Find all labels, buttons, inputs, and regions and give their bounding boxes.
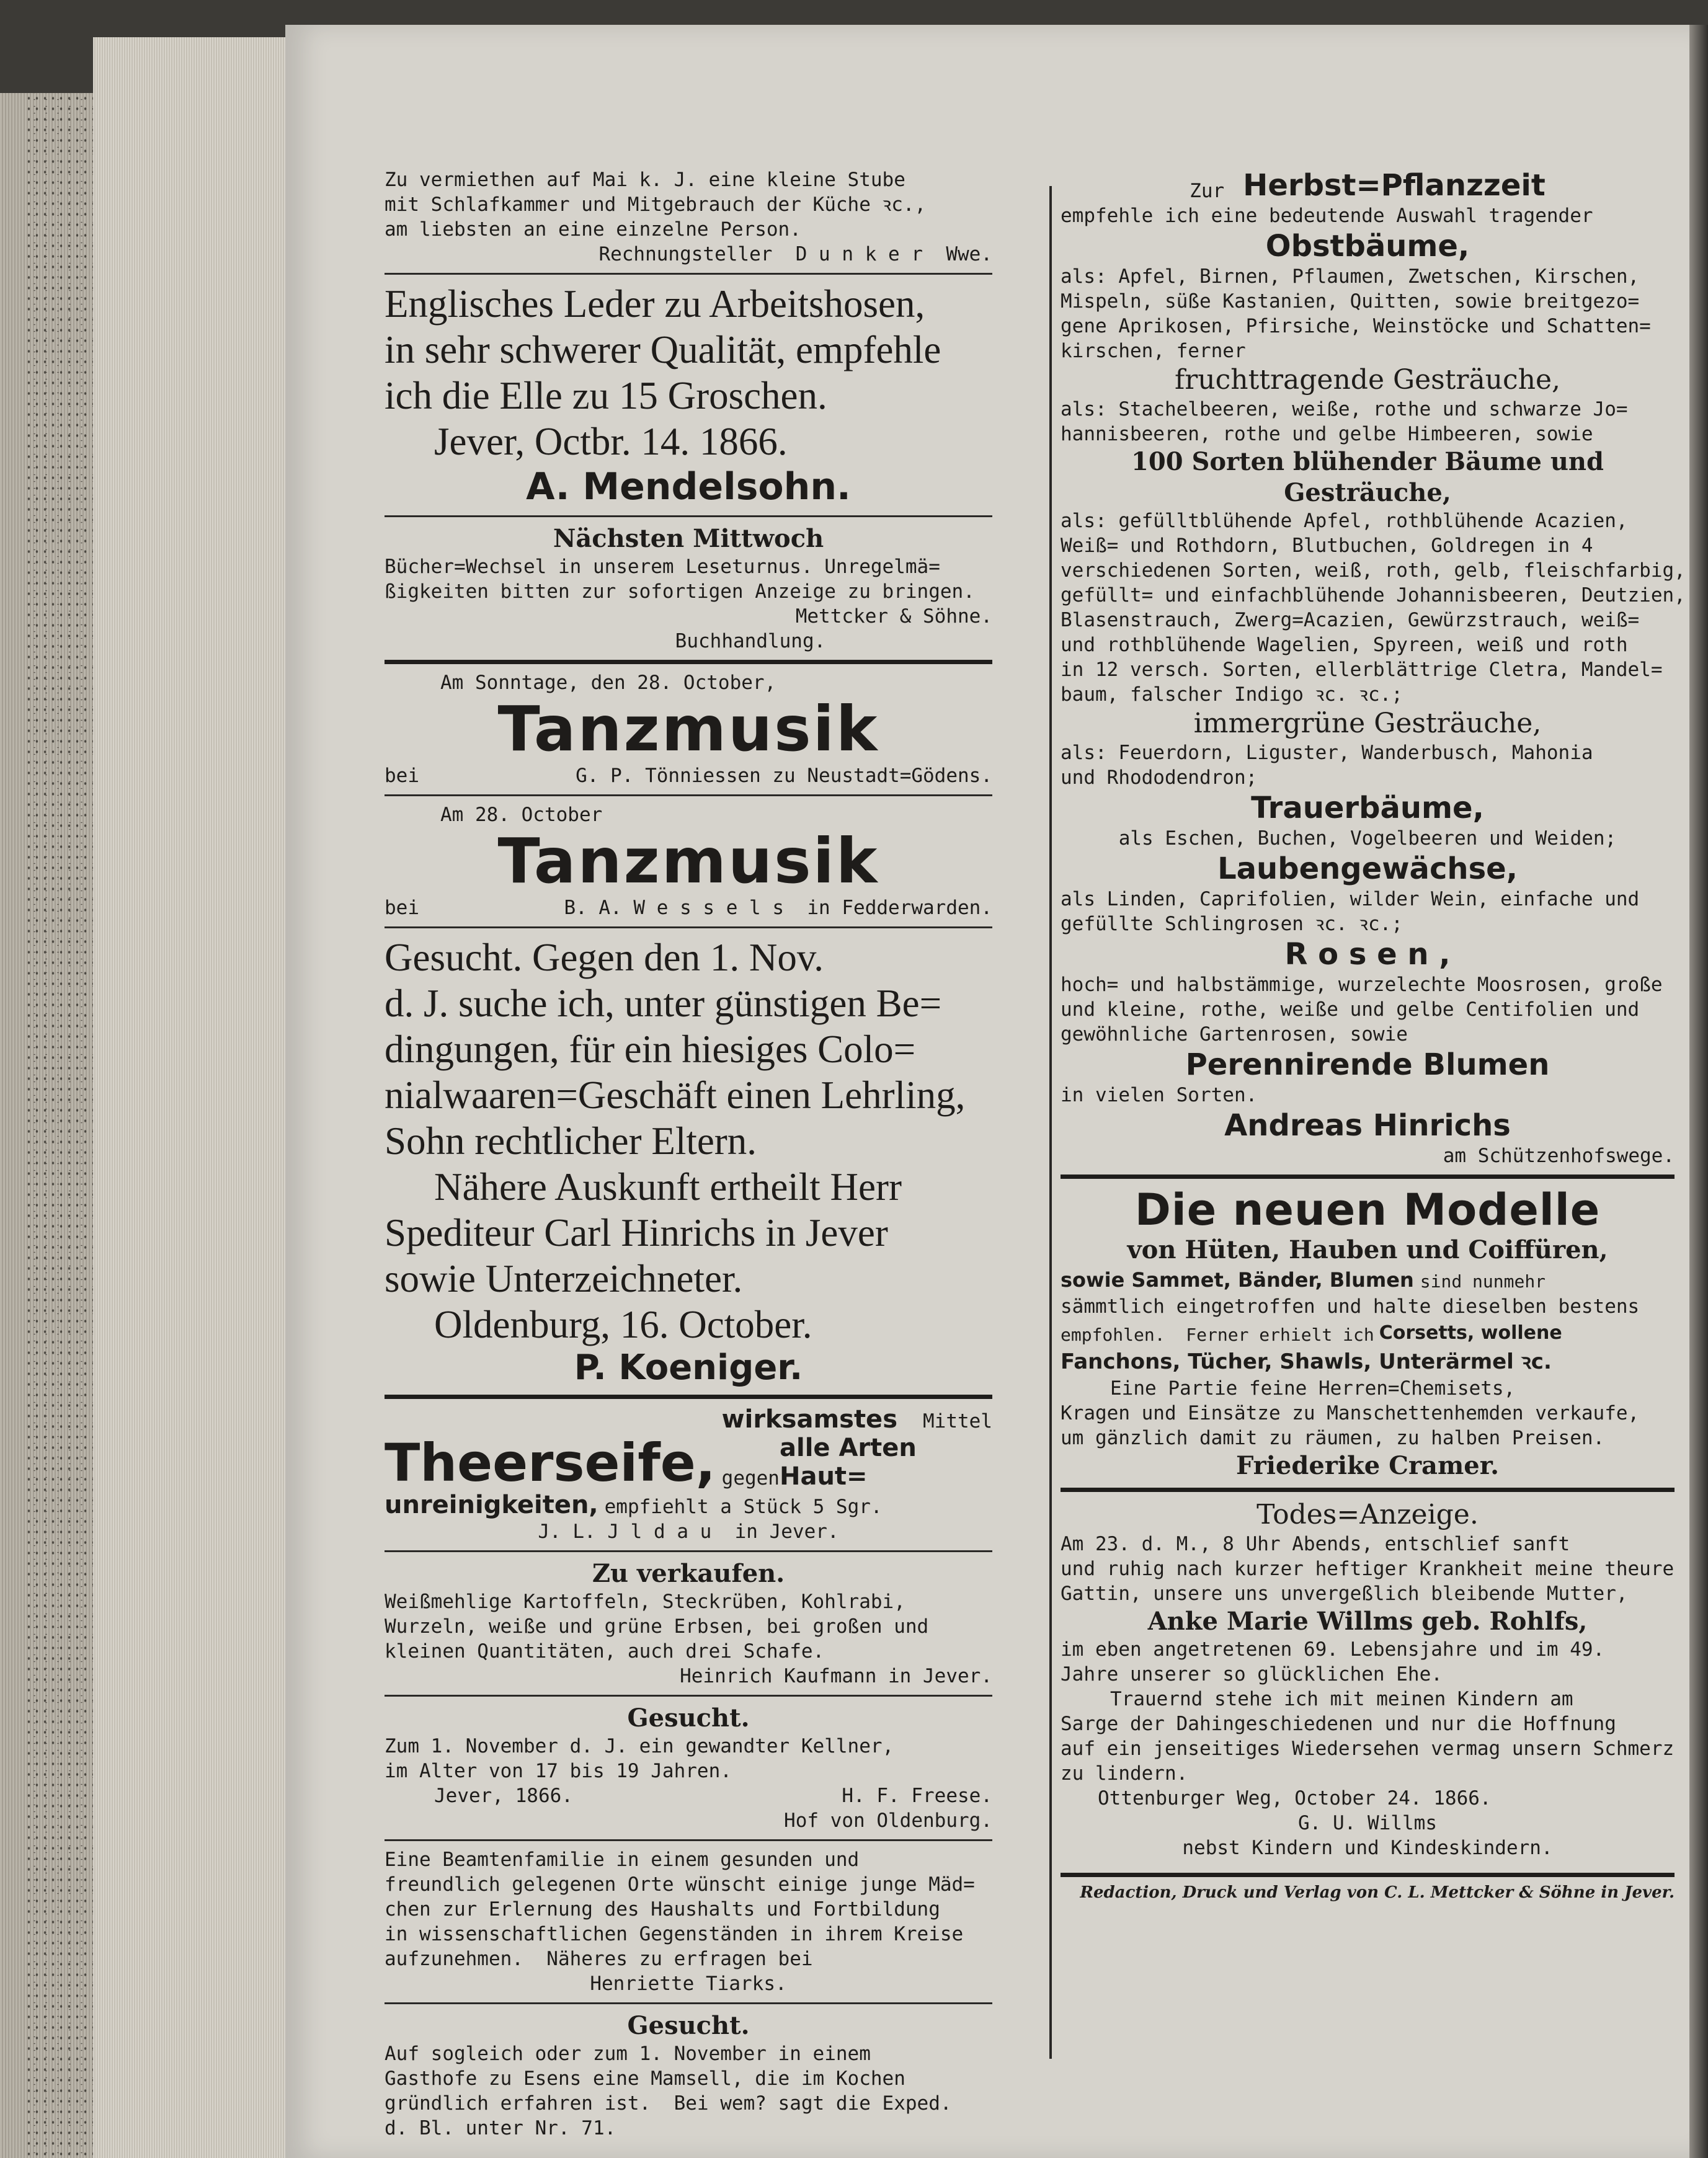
ad-date: Jever, Octbr. 14. 1866.	[434, 420, 788, 463]
ad-line: ßigkeiten bitten zur sofortigen Anzeige zu bringen.	[385, 580, 975, 603]
ad-date: Am 28. October	[440, 804, 603, 826]
ad-separator	[385, 2002, 992, 2004]
ad-line: gewöhnliche Gartenrosen, sowie	[1061, 1023, 1408, 1046]
ad-separator	[385, 794, 992, 796]
right-column	[1061, 167, 1686, 2053]
ad-line: ich die Elle zu 15 Groschen.	[385, 374, 827, 417]
ad-host: B. A. W e s s e l s in Fedderwarden.	[564, 897, 992, 919]
ad-apprentice-wanted	[385, 935, 992, 1388]
ad-line: als: gefülltblühende Apfel, rothblühende Acazien,	[1061, 510, 1628, 532]
ad-line: aufzunehmen. Näheres zu erfragen bei	[385, 1948, 813, 1970]
ad-heading: Zu verkaufen.	[592, 1559, 785, 1588]
ad-line: sämmtlich eingetroffen und halte dieselben bestens	[1061, 1295, 1640, 1318]
ad-dance-music-goedens	[385, 670, 992, 788]
ad-line: Am 23. d. M., 8 Uhr Abends, entschlief sanft	[1061, 1533, 1570, 1555]
ad-category: immergrüne Gesträuche,	[1193, 708, 1542, 739]
speckled-page-edges	[25, 93, 93, 2158]
ad-line: dingungen, für ein hiesiges Colo=	[385, 1028, 916, 1071]
ad-line: Englisches Leder zu Arbeitshosen,	[385, 282, 925, 326]
ad-bei: bei	[385, 897, 419, 919]
ad-place: Jever, 1866.	[434, 1785, 573, 1807]
ad-line: gefüllt= und einfachblühende Johannisbeeren, Deutzien,	[1061, 584, 1686, 606]
footer-rule	[1061, 1873, 1675, 1877]
ad-signature-sub: Hof von Oldenburg.	[784, 1809, 992, 1832]
ad-line: empfehle ich eine bedeutende Auswahl tragender	[1061, 205, 1593, 227]
column-divider	[1049, 186, 1052, 2059]
ad-line: und rothblühende Wagelien, Spyreen, weiß und roth	[1061, 634, 1628, 656]
ad-heading: Nächsten Mittwoch	[553, 524, 824, 553]
ad-tagline: gegen	[721, 1467, 780, 1490]
ad-separator	[385, 1695, 992, 1697]
ad-line: Wurzeln, weiße und grüne Erbsen, bei großen und	[385, 1615, 929, 1638]
ad-line: als: Stachelbeeren, weiße, rothe und schwarze Jo=	[1061, 398, 1628, 420]
ad-line: Sarge der Dahingeschiedenen und nur die Hoffnung	[1061, 1713, 1616, 1735]
ad-signature: Rechnungsteller D u n k e r Wwe.	[598, 243, 992, 265]
ad-line: um gänzlich damit zu räumen, zu halben Preisen.	[1061, 1427, 1605, 1449]
ad-host: G. P. Tönniessen zu Neustadt=Gödens.	[576, 765, 992, 787]
ad-signature: Heinrich Kaufmann in Jever.	[680, 1665, 992, 1687]
ad-separator	[1061, 1174, 1675, 1179]
ad-line: d. Bl. unter Nr. 71.	[385, 2117, 616, 2139]
ad-line: Gasthofe zu Esens eine Mamsell, die im Kochen	[385, 2067, 905, 2090]
ad-tar-soap	[385, 1405, 992, 1544]
ad-line: Sohn rechtlicher Eltern.	[385, 1119, 757, 1163]
ad-book-exchange	[385, 523, 992, 654]
ad-line: Gattin, unsere uns unvergeßlich bleibende Mutter,	[1061, 1583, 1628, 1605]
ad-line: Weißmehlige Kartoffeln, Steckrüben, Kohlrabi,	[385, 1591, 905, 1613]
ad-line: mit Schlafkammer und Mitgebrauch der Küche ꝛc.,	[385, 193, 927, 216]
ad-category: 100 Sorten blühender Bäume und	[1131, 447, 1604, 476]
ad-signature: A. Mendelsohn.	[526, 465, 851, 508]
ad-line: Corsetts, wollene	[1379, 1322, 1562, 1344]
ad-date: Am Sonntage, den 28. October,	[440, 672, 776, 694]
ad-line: in sehr schwerer Qualität, empfehle	[385, 328, 941, 371]
ad-signature: Andreas Hinrichs	[1224, 1108, 1511, 1143]
ad-title: Tanzmusik	[497, 825, 879, 897]
ad-household-training	[385, 1847, 992, 1996]
ad-intro: Zur	[1190, 180, 1225, 202]
ad-mamsell-wanted	[385, 2010, 992, 2141]
ad-line: nialwaaren=Geschäft einen Lehrling,	[385, 1073, 966, 1117]
ad-new-models	[1061, 1185, 1675, 1481]
ad-line: freundlich gelegenen Orte wünscht einige junge Mäd=	[385, 1873, 975, 1896]
ad-line: hoch= und halbstämmige, wurzelechte Moosrosen, große	[1061, 974, 1663, 996]
page-content	[385, 167, 1686, 2139]
ad-line: gene Aprikosen, Pfirsiche, Weinstöcke und Schatten=	[1061, 315, 1651, 337]
ad-line: als Eschen, Buchen, Vogelbeeren und Weiden;	[1118, 827, 1617, 850]
ad-heading: Gesucht.	[627, 2011, 750, 2040]
ad-line: Zu vermiethen auf Mai k. J. eine kleine Stube	[385, 169, 905, 191]
ad-line: Bücher=Wechsel in unserem Leseturnus. Unregelmä=	[385, 556, 940, 578]
ad-line: kirschen, ferner	[1061, 340, 1246, 362]
ad-line: sind nunmehr	[1420, 1271, 1546, 1292]
ad-tagline: Mittel	[923, 1410, 992, 1432]
page-stack	[93, 37, 298, 2158]
ad-line: Gesucht. Gegen den 1. Nov.	[385, 936, 824, 979]
ad-line: in 12 versch. Sorten, ellerblättrige Cletra, Mandel=	[1061, 659, 1663, 681]
ad-room-for-rent	[385, 167, 992, 267]
ad-category: fruchttragende Gesträuche,	[1174, 364, 1561, 396]
ad-separator	[385, 273, 992, 275]
ad-line: Zum 1. November d. J. ein gewandter Kellner,	[385, 1735, 894, 1757]
ad-line: chen zur Erlernung des Haushalts und Fortbildung	[385, 1898, 940, 1920]
ad-heading: Gesucht.	[627, 1703, 750, 1733]
ad-line: Eine Beamtenfamilie in einem gesunden und	[385, 1849, 860, 1871]
ad-separator	[385, 515, 992, 517]
ad-deceased-name: Anke Marie Willms geb. Rohlfs,	[1147, 1607, 1588, 1636]
ad-line: Weiß= und Rothdorn, Blutbuchen, Goldregen in 4	[1061, 535, 1593, 557]
ad-dance-music-fedderwarden	[385, 802, 992, 920]
ad-line: hannisbeeren, rothe und gelbe Himbeeren, sowie	[1061, 423, 1593, 445]
ad-line: unreinigkeiten,	[385, 1491, 598, 1519]
ad-signature-sub: Buchhandlung.	[675, 630, 826, 652]
ad-line: kleinen Quantitäten, auch drei Schafe.	[385, 1640, 825, 1663]
ad-signature: H. F. Freese.	[842, 1785, 992, 1807]
ad-autumn-planting	[1061, 167, 1686, 1168]
ad-line: Mispeln, süße Kastanien, Quitten, sowie breitgezo=	[1061, 290, 1640, 313]
ad-line: Nähere Auskunft ertheilt Herr	[434, 1165, 902, 1209]
ad-line: Spediteur Carl Hinrichs in Jever	[385, 1211, 888, 1254]
ad-line: im Alter von 17 bis 19 Jahren.	[385, 1760, 732, 1782]
ad-death-notice	[1061, 1498, 1675, 1860]
ad-line: sowie Sammet, Bänder, Blumen	[1061, 1268, 1414, 1292]
ad-line: Fanchons, Tücher, Shawls, Unterärmel ꝛc.	[1061, 1349, 1552, 1374]
ad-line: Trauernd stehe ich mit meinen Kindern am	[1110, 1688, 1573, 1710]
ad-line: in vielen Sorten.	[1061, 1084, 1258, 1106]
ad-signature: Henriette Tiarks.	[590, 1973, 787, 1995]
ad-line: als: Apfel, Birnen, Pflaumen, Zwetschen, Kirschen,	[1061, 265, 1640, 288]
ad-signature: Mettcker & Söhne.	[795, 605, 992, 628]
ad-date: Ottenburger Weg, October 24. 1866.	[1098, 1787, 1492, 1809]
ad-separator	[385, 660, 992, 664]
ad-line: empfohlen. Ferner erhielt ich	[1061, 1325, 1374, 1345]
ad-line: als Linden, Caprifolien, wilder Wein, einfache und	[1061, 888, 1640, 910]
ad-line: am liebsten an eine einzelne Person.	[385, 218, 801, 241]
ad-category: Trauerbäume,	[1251, 791, 1484, 825]
left-column	[385, 167, 992, 2139]
ad-separator	[385, 1839, 992, 1841]
ad-category: Perennirende Blumen	[1185, 1047, 1550, 1082]
ad-line: in wissenschaftlichen Gegenständen in ihrem Kreise	[385, 1923, 964, 1945]
ad-signature: P. Koeniger.	[574, 1348, 803, 1388]
ad-line: zu lindern.	[1061, 1762, 1188, 1785]
ad-line: im eben angetretenen 69. Lebensjahre und im 49.	[1061, 1638, 1605, 1661]
ad-line: Blasenstrauch, Zwerg=Acazien, Gewürzstrauch, weiß=	[1061, 609, 1640, 631]
imprint-footer: Redaction, Druck und Verlag von C. L. Mettcker & Söhne in Jever.	[1080, 1883, 1675, 1902]
ad-category: Obstbäume,	[1265, 229, 1470, 264]
ad-date: Oldenburg, 16. October.	[434, 1303, 812, 1346]
ad-line: als: Feuerdorn, Liguster, Wanderbusch, Mahonia	[1061, 742, 1593, 764]
ad-separator	[1061, 1488, 1675, 1492]
ad-line: d. J. suche ich, unter günstigen Be=	[385, 982, 942, 1025]
ad-separator	[385, 1550, 992, 1552]
ad-line: Auf sogleich oder zum 1. November in einem	[385, 2043, 871, 2065]
ad-tagline: alle Arten Haut=	[779, 1434, 917, 1491]
ad-title: Theerseife,	[385, 1432, 716, 1493]
ad-line: verschiedenen Sorten, weiß, roth, gelb, fleischfarbig,	[1061, 559, 1686, 582]
ad-signature: Friederike Cramer.	[1235, 1451, 1500, 1480]
page-fold-shadow	[1689, 25, 1708, 2158]
ad-tagline: wirksamstes	[721, 1405, 897, 1434]
ad-signature: G. U. Willms	[1298, 1812, 1437, 1834]
ad-line: von Hüten, Hauben und Coiffüren,	[1127, 1235, 1608, 1264]
ad-line: gründlich erfahren ist. Bei wem? sagt die Exped.	[385, 2092, 952, 2115]
ad-separator	[385, 1395, 992, 1399]
ad-line: Kragen und Einsätze zu Manschettenhemden verkaufe,	[1061, 1402, 1640, 1424]
ad-heading: Todes=Anzeige.	[1257, 1499, 1479, 1530]
ad-title: Herbst=Pflanzzeit	[1243, 168, 1546, 203]
ad-category: Gesträuche,	[1284, 478, 1451, 507]
ad-line: baum, falscher Indigo ꝛc. ꝛc.;	[1061, 683, 1403, 706]
ad-line: sowie Unterzeichneter.	[385, 1257, 743, 1300]
ad-signature: J. L. J l d a u in Jever.	[538, 1521, 839, 1543]
ad-line: auf ein jenseitiges Wiedersehen vermag unsern Schmerz	[1061, 1738, 1675, 1760]
ad-line: und Rhododendron;	[1061, 766, 1258, 789]
ad-waiter-wanted	[385, 1703, 992, 1833]
ad-line: und ruhig nach kurzer heftiger Krankheit meine theure	[1061, 1558, 1675, 1580]
ad-signature-sub: nebst Kindern und Kindeskindern.	[1182, 1837, 1553, 1859]
ad-bei: bei	[385, 765, 419, 787]
ad-for-sale	[385, 1558, 992, 1689]
ad-line: gefüllte Schlingrosen ꝛc. ꝛc.;	[1061, 913, 1403, 935]
ad-title: Die neuen Modelle	[1134, 1184, 1601, 1235]
ad-title: Tanzmusik	[497, 693, 879, 765]
ad-category: R o s e n ,	[1284, 937, 1451, 972]
ad-category: Laubengewächse,	[1217, 851, 1518, 886]
ad-line: Jahre unserer so glücklichen Ehe.	[1061, 1663, 1443, 1685]
ad-separator	[385, 926, 992, 928]
ad-english-leather	[385, 281, 992, 509]
ad-line: Eine Partie feine Herren=Chemisets,	[1110, 1377, 1516, 1400]
ad-line: und kleine, rothe, weiße und gelbe Centifolien und	[1061, 998, 1640, 1021]
ad-line: empfiehlt a Stück 5 Sgr.	[604, 1496, 883, 1518]
ad-signature-sub: am Schützenhofswege.	[1443, 1145, 1675, 1167]
